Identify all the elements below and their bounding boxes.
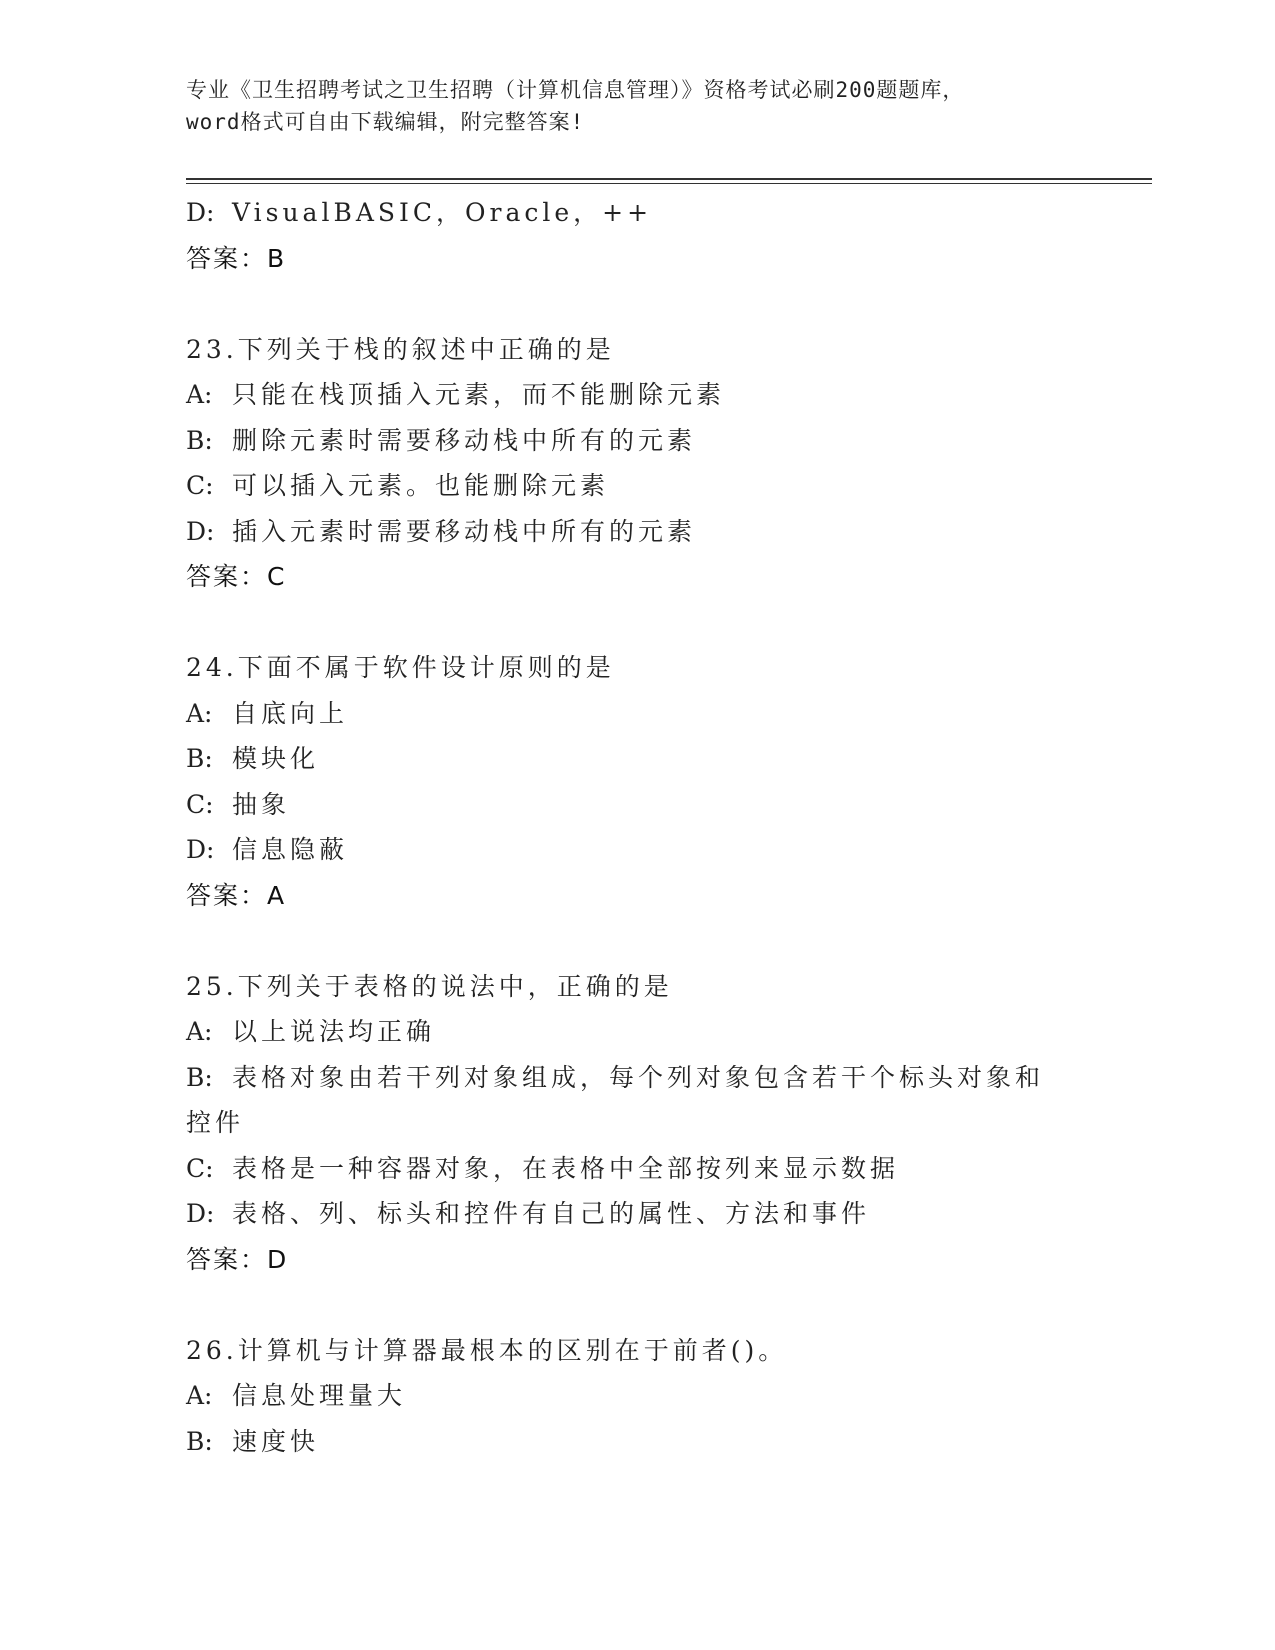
- question-text: 26.计算机与计算器最根本的区别在于前者()。: [186, 1335, 788, 1365]
- option-label: D:: [186, 835, 215, 864]
- question-text: 24.下面不属于软件设计原则的是: [186, 653, 615, 682]
- option-text: 删除元素时需要移动栈中所有的元素: [232, 425, 697, 455]
- question-list: [186, 190, 1086, 1464]
- option-label: A:: [186, 698, 213, 728]
- option-text: 抽象: [232, 789, 291, 819]
- block-spacer: [186, 281, 1086, 327]
- option-text: 速度快: [232, 1426, 320, 1456]
- option-row: [186, 1373, 1086, 1419]
- option-row: [186, 190, 1086, 236]
- option-text: 只能在栈顶插入元素，而不能删除元素: [232, 380, 726, 409]
- answer-text: 答案：A: [186, 880, 287, 910]
- option-label: D:: [186, 198, 215, 227]
- question-tail: [186, 190, 1086, 327]
- option-text: 可以插入元素。也能删除元素: [232, 471, 610, 500]
- header-divider: [186, 178, 1152, 184]
- answer-text: 答案：C: [186, 562, 287, 591]
- option-row: [186, 691, 1086, 737]
- answer-text: 答案：D: [186, 1244, 289, 1274]
- option-text: 模块化: [232, 744, 320, 773]
- option-text: 表格、列、标头和控件有自己的属性、方法和事件: [232, 1199, 871, 1228]
- option-row: [186, 782, 1086, 828]
- question-text: 25.下列关于表格的说法中，正确的是: [186, 971, 673, 1001]
- option-row: [186, 1191, 1086, 1237]
- option-row: [186, 1419, 1086, 1465]
- option-text: 自底向上: [232, 698, 349, 728]
- option-text: 表格对象由若干列对象组成，每个列对象包含若干个标头对象和控件: [186, 1062, 1045, 1137]
- option-label: C:: [186, 1153, 214, 1183]
- option-label: A:: [186, 1381, 213, 1410]
- option-text: 插入元素时需要移动栈中所有的元素: [232, 516, 697, 546]
- question-block: [186, 327, 1086, 646]
- block-spacer: [186, 918, 1086, 964]
- option-row: [186, 418, 1086, 464]
- document-header: [186, 74, 1086, 138]
- option-row: [186, 1055, 1046, 1146]
- option-text: 信息处理量大: [232, 1381, 407, 1410]
- block-spacer: [186, 1282, 1086, 1328]
- question-block: [186, 645, 1086, 964]
- option-text: 信息隐蔽: [232, 835, 349, 864]
- option-row: [186, 463, 1086, 509]
- header-title-line-1: 专业《卫生招聘考试之卫生招聘（计算机信息管理）》资格考试必刷200题题库，: [186, 78, 965, 102]
- option-text: VisualBASIC，Oracle，++: [232, 198, 653, 227]
- option-row: [186, 827, 1086, 873]
- option-text: 以上说法均正确: [232, 1017, 436, 1046]
- question-block: [186, 964, 1086, 1328]
- option-row: [186, 1146, 1086, 1192]
- option-label: C:: [186, 789, 214, 819]
- option-label: B:: [186, 425, 213, 455]
- option-row: [186, 736, 1086, 782]
- question-block: [186, 1328, 1086, 1465]
- header-title-line-2: word格式可自由下载编辑，附完整答案!: [186, 110, 585, 134]
- option-label: A:: [186, 380, 213, 409]
- option-text: 表格是一种容器对象，在表格中全部按列来显示数据: [232, 1153, 900, 1183]
- answer-text: 答案：B: [186, 243, 287, 273]
- option-label: B:: [186, 1062, 213, 1092]
- option-label: C:: [186, 471, 214, 500]
- question-text: 23.下列关于栈的叙述中正确的是: [186, 334, 615, 364]
- option-label: A:: [186, 1017, 213, 1046]
- option-row: [186, 509, 1086, 555]
- option-label: D:: [186, 516, 215, 546]
- option-label: D:: [186, 1199, 215, 1228]
- block-spacer: [186, 600, 1086, 646]
- option-label: B:: [186, 744, 213, 773]
- option-row: [186, 372, 1086, 418]
- option-label: B:: [186, 1426, 213, 1456]
- option-row: [186, 1009, 1086, 1055]
